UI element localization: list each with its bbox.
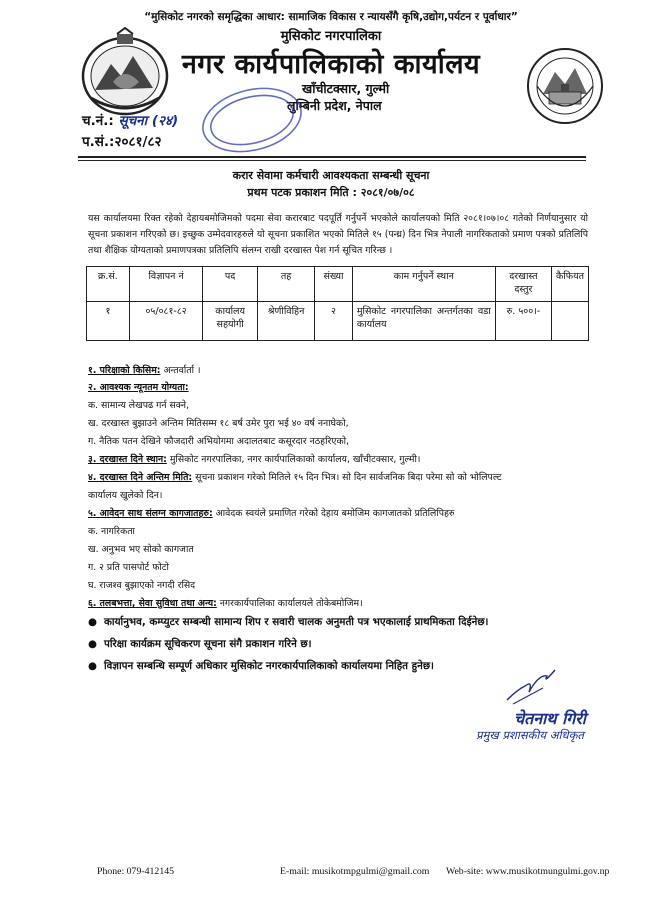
section-value: मुसिकोट नगरपालिका, नगर कार्यपालिकाको कार्यालय, खाँचीटक्सार, गुल्मी। <box>166 454 421 465</box>
col-header: काम गर्नुपर्ने स्थान <box>352 267 495 302</box>
bullet-item <box>88 615 488 629</box>
notice-date: प्रथम पटक प्रकाशन मिति : २०८१/०७/०८ <box>247 186 415 199</box>
bullet-item <box>88 659 434 673</box>
list-item: ख. अनुभव भए सोको कागजात <box>88 544 194 555</box>
notice-title: करार सेवामा कर्मचारी आवश्यकता सम्बन्धी सूचना <box>232 169 430 182</box>
col-header: दरखास्त दस्तुर <box>495 267 551 302</box>
section-value: सूचना प्रकाशन गरेको मितिले १५ दिन भित्र। सो दिन सार्वजनिक बिदा परेमा सो को भोलिपल्ट <box>192 472 502 483</box>
table-cell: २ <box>315 302 353 341</box>
bullet-text: परिक्षा कार्यक्रम सूचिकरण सूचना संगै प्रकाशन गरिने छ। <box>104 638 312 650</box>
list-item: ग. नैतिक पतन देखिने फौजदारी अभियोगमा अदालतबाट कसूरदार नठहरिएको, <box>88 436 349 447</box>
section-deadline-cont: कार्यालय खुलेको दिन। <box>88 490 163 501</box>
municipality-name: मुसिकोट नगरपालिका <box>280 29 382 44</box>
section-salary <box>88 596 363 609</box>
section-label: ३. दरखास्त दिने स्थान: <box>88 454 167 465</box>
section-deadline <box>88 470 502 483</box>
bullet-icon: ● <box>88 660 97 672</box>
footer-email: E-mail: musikotmpgulmi@gmail.com <box>280 866 430 877</box>
list-item: ख. दरखास्त बुझाउने अन्तिम मितिसम्म १८ बर्ष उमेर पुरा भई ४० वर्ष ननाघेको, <box>88 418 349 429</box>
section-exam-type <box>88 363 200 376</box>
section-label: १. परिक्षाको किसिम: <box>88 365 161 376</box>
ref-label: च.नं.: <box>82 113 114 129</box>
bullet-item <box>88 637 312 651</box>
table-cell: रु. ५००।- <box>495 302 551 341</box>
reference-number <box>82 111 178 129</box>
col-header: पद <box>203 267 258 302</box>
col-header: संख्या <box>315 267 353 302</box>
office-name: नगर कार्यपालिकाको कार्यालय <box>181 49 481 80</box>
signatory-name: चेतनाथ गिरी <box>514 709 586 728</box>
motto: “मुसिकोट नगरको समृद्धिका आधार: सामाजिक विकास र न्यायसँगै कृषि,उद्योग,पर्यटन र पूर्वाधार” <box>144 11 518 23</box>
table-row <box>87 302 589 341</box>
col-header: विज्ञापन नं <box>129 267 202 302</box>
section-label: ५. आवेदन साथ संलग्न कागजातहरु: <box>88 508 213 519</box>
notice-intro: यस कार्यालयमा रिक्त रहेको देहायबमोजिमको पदमा सेवा करारबाट पदपूर्ति गर्नुपर्ने भएकोले कार्यालयको मिति २०८१।०७।०८ गतेको निर्णयानुसार यो सूचना प्रकाशन गरिएको छ। इच्छुक उम्मेदवारहरुले यो सूचना प्रकाशित भएको मितिले १५ (पन्ध्र) दिन भित्र नेपाली नागरिकताको प्रमाण पत्रको प्रतिलिपि तथा शैक्षिक योग्यताको प्रमाणपत्रका प्रतिलिपि संलग्न राखी दरखास्त पेश गर्न सूचित गरिन्छ । <box>88 213 588 256</box>
address-line-2: लुम्बिनी प्रदेश, नेपाल <box>287 98 382 113</box>
section-label: २. आवश्यक न्यूनतम योग्यता: <box>88 382 189 393</box>
header-divider-thin <box>78 160 586 161</box>
table-cell: कार्यालय सहयोगी <box>203 302 258 341</box>
list-item: क. नागरिकता <box>88 526 135 537</box>
bullet-text: विज्ञापन सम्बन्धि सम्पूर्ण अधिकार मुसिकोट नगरकार्यपालिकाको कार्यालयमा निहित हुनेछ। <box>104 660 434 672</box>
list-item: क. सामान्य लेखपढ गर्न सक्ने, <box>88 400 190 411</box>
fiscal-year: प.सं.:२०८१/८२ <box>82 134 162 150</box>
table-cell: १ <box>87 302 130 341</box>
ref-value: सूचना (२४) <box>118 113 179 129</box>
bullet-icon: ● <box>88 638 97 650</box>
office-stamp <box>196 84 308 156</box>
section-qualification <box>88 380 189 393</box>
bullet-icon: ● <box>88 616 97 628</box>
signatory-designation: प्रमुख प्रशासकीय अधिकृत <box>476 728 584 742</box>
list-item: घ. राजश्व बुझाएको नगदी रसिद <box>88 580 196 591</box>
section-label: ६. तलबभत्ता, सेवा सुविधा तथा अन्य: <box>88 598 217 609</box>
table-cell: मुसिकोट नगरपालिका अन्तर्गतका वडा कार्यालय <box>352 302 495 341</box>
table-cell <box>551 302 588 341</box>
list-item: ग. २ प्रति पासपोर्ट फोटो <box>88 562 169 573</box>
col-header: कैफियत <box>551 267 588 302</box>
section-value: अन्तर्वार्ता । <box>160 365 201 376</box>
section-label: ४. दरखास्त दिने अन्तिम मिति: <box>88 472 193 483</box>
vacancy-table <box>86 266 589 341</box>
table-cell: ०५/०८१-८२ <box>129 302 202 341</box>
footer-phone: Phone: 079-412145 <box>97 866 175 877</box>
header-divider <box>78 156 586 158</box>
signature-scribble <box>503 662 563 706</box>
section-documents <box>88 506 454 519</box>
table-cell: श्रेणीविहिन <box>257 302 314 341</box>
section-value: आवेदक स्वयंले प्रमाणित गरेको देहाय बमोजिम कागजातको प्रतिलिपिहरु <box>212 508 455 519</box>
section-value: नगरकार्यपालिका कार्यालयले तोकेबमोजिम। <box>216 598 363 609</box>
col-header: तह <box>257 267 314 302</box>
footer-website: Web-site: www.musikotmungulmi.gov.np <box>446 866 610 877</box>
address-line-1: खाँचीटक्सार, गुल्मी <box>302 81 390 96</box>
table-header-row <box>87 267 589 302</box>
bullet-text: कार्यानुभव, कम्प्युटर सम्बन्धी सामान्य शिप र सवारी चालक अनुमती पत्र भएकालाई प्राथमिकता दिईनेछ। <box>104 616 489 628</box>
col-header: क्र.सं. <box>87 267 130 302</box>
section-submission-place <box>88 452 420 465</box>
